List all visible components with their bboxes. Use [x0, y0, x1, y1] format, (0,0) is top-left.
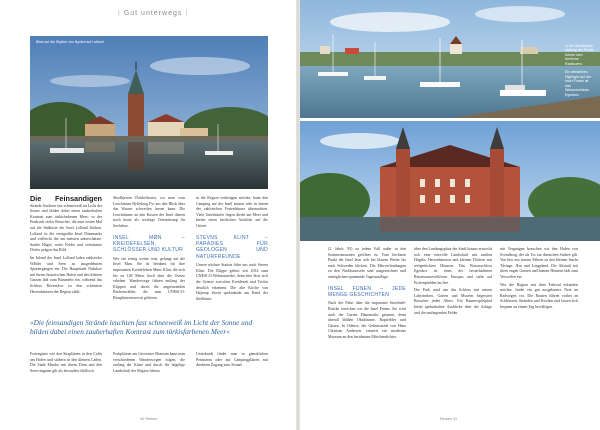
page-number-right: Reisen 41 — [440, 417, 458, 421]
egeskov-castle-photo — [300, 121, 600, 241]
body-text: Wer ein wenig weiter reist, gelangt auf die Insel Møn. Sie ist berühmt für ihre imposanten Kreidefelsen Møns Klint, die sich bis zu 128 Meter hoch über die Ostsee erheben. Wanderwege führen entlang der Klippen und durch die angrenzenden Buchenwälder, die zum UNESCO-Biosphärenreservat gehören. — [113, 256, 185, 300]
lolland-harbor-photo — [30, 36, 268, 189]
body-text: über den Landungsplatz der Stadt hinaus erstreckt sich eine reizvolle Landschaft mit sanften Hügeln, Herrenhäusern und kleinen Dörfern mit reetgedeckten Häusern. Das Wasserschloss Egeskov ist eines der besterhaltenen Renaissanceschlösser Europas und steht auf Eichenpfählen im See. — [414, 247, 492, 285]
bottom-column-3 — [196, 352, 268, 371]
body-text: Unterkunft findet man in gemütlichen Pensionen oder auf Campingplätzen mit direktem Zugang zum Strand. — [196, 352, 268, 368]
body-text: Wer die Region mit dem Fahrrad erkunden möchte, findet ein gut ausgebautes Netz an Radwegen vor. Die Routen führen vorbei an Schlössern, Stränden und Kirchen und lassen sich bequem an einem Tag bewältigen. — [500, 282, 578, 309]
right-column-2 — [414, 247, 492, 318]
body-text: Feriengäste wie den Sitzplätzen in den Cafés am Hafen und stöbern in den kleinen Läden. Die Stadt Maribo mit ihrem Dom und den Seen ringsum gilt als besonders idyllisch. — [30, 352, 102, 373]
page-number-left: 40 Reisen — [140, 417, 158, 421]
marina-photo — [300, 0, 600, 118]
body-text: Parkplätzen am Geocenter Museum kann man verschiedenen Wanderwegen folgen, die entlang der Küste und durch die hügelige Landschaft der Region führen. — [113, 352, 185, 373]
photo-captions — [565, 44, 595, 101]
subheading: STEVNS KLINT – PARADIES FÜR GEOLOGEN UND NATURFREUNDE — [196, 234, 268, 260]
left-column-3 — [196, 196, 268, 304]
pull-quote: »Die feinsandigen Strände leuchten fast schneeweiß im Licht der Sonne und bilden dabei einen zauberhaften Kontrast zum türkisfarbenen Meer« — [30, 318, 253, 337]
body-text: Strände leuchten fast schneeweiß im Licht der Sonne und bilden dabei einen zauberhaften Kontrast zum türkisfarbenen Meer: so der Eindruck vieler Besucher, die zum ersten Mal auf die Südküste der Insel Lolland blicken. Lolland ist die viertgrößte Insel Dänemarks und vielleicht die am meisten unterschätzte. Sanfte Hügel, weite Felder und verträumte Dörfer prägen das Bild. — [30, 203, 102, 253]
caption-marina: in der Sandflache entlang der Route fuhren sich herrliche Radtouren. — [565, 44, 594, 66]
left-column-2 — [113, 196, 185, 304]
right-page — [300, 0, 600, 430]
bottom-column-1 — [30, 352, 102, 376]
left-column-1 — [30, 196, 102, 297]
body-text: Der Park rund um das Schloss mit seinen Labyrinthen, Gärten und Museen begeistert Besucher jeden Alters. Ein Baumwipfelpfad bietet spektakuläre Ausblicke über die Anlage und die umliegenden Felder. — [414, 288, 492, 315]
photo-caption: Blick auf die Skyline von Nyvind auf Lolland — [36, 40, 104, 44]
lead-word: Die Feinsandigen — [30, 194, 102, 203]
bottom-column-2 — [113, 352, 185, 376]
section-label: | Gut unterwegs | — [118, 10, 189, 17]
subheading: INSEL FÜNEN – JEDE MENGE GESCHICHTEN — [328, 285, 406, 298]
caption-castle: Ein attraktives Highlight auf der Insel Funen ist das Wasserschloss Egeskov. — [565, 70, 592, 97]
subheading: INSEL MØN – KREIDEFELSEN, SCHLÖSSER UND KULTUR — [113, 234, 185, 254]
right-column-3 — [500, 247, 578, 313]
body-text: Im Inland der Insel Lolland laden zahlreiche Wälder und Seen zu ausgedehnten Spaziergängen ein. Die Hauptstadt Nakskov mit ihrem historischen Hafen und den kleinen Gassen lädt zum Bummeln ein, während das Schloss Reventlow zu den schönsten Herrenhäusern der Region zählt. — [30, 255, 102, 294]
body-text: Unsere nächste Station führt uns nach Stevns Klint. Die Klippe gehört seit 2014 zum UNESCO-Weltnaturerbe, denn hier lässt sich die Grenze zwischen Kreidezeit und Tertiär deutlich erkennen. Die alte Kirche von Højerup thront spektakulär am Rand der Steilküste. — [196, 263, 268, 301]
body-text: (2. Jahrh. 95) zu jedem Fall außer in den Sommermonaten geöffnet ist. Vom höchsten Punkt der Insel lässt sich bei klarem Wetter bis nach Schweden blicken. Die Fährverbindungen zu den Nachbarinseln sind ausgezeichnet und ermöglichen spannende Tagesausflüge. — [328, 247, 406, 279]
body-text: Skodbjerren Dobbelttoren, wo man vom Leuchtturm Hyllekrog Fyr aus den Blick über das Wasser schweifen lassen kann. Die Leuchttürme an den Küsten der Insel dienen noch heute als wichtige Orientierung für Seefahrer. — [113, 196, 185, 228]
right-column-1 — [328, 247, 406, 343]
body-text: Nach der Fahrt über die imposante Storebælt-Brücke erreichen wir die Insel Fünen. Sie wird auch der Garten Dänemarks genannt, denn überall blühen Obstbäume, Rapsfelder und Gärten. In Odense, der Geburtsstadt von Hans Christian Andersen, erinnert ein modernes Museum an den berühmten Märchendichter. — [328, 301, 406, 339]
body-text: in die Region verbringen möchte, kann den Camping auf der Insel nutzen oder in einem der zahlreichen Ferienhäuser übernachten. Viele Unterkünfte liegen direkt am Meer und bieten einen herrlichen Ausblick auf die Ostsee. — [196, 196, 268, 228]
body-text: mit Vergnügen besuchen wir den Hafen von Svendborg, der als Tor zur dänischen Südsee gilt. Von hier aus starten Fähren zu den kleinen Inseln Tåsinge, Ærø und Langeland. Die Altstadt mit ihren engen Gassen und bunten Häusern lädt zum Verweilen ein. — [500, 247, 578, 279]
left-page — [0, 0, 296, 430]
